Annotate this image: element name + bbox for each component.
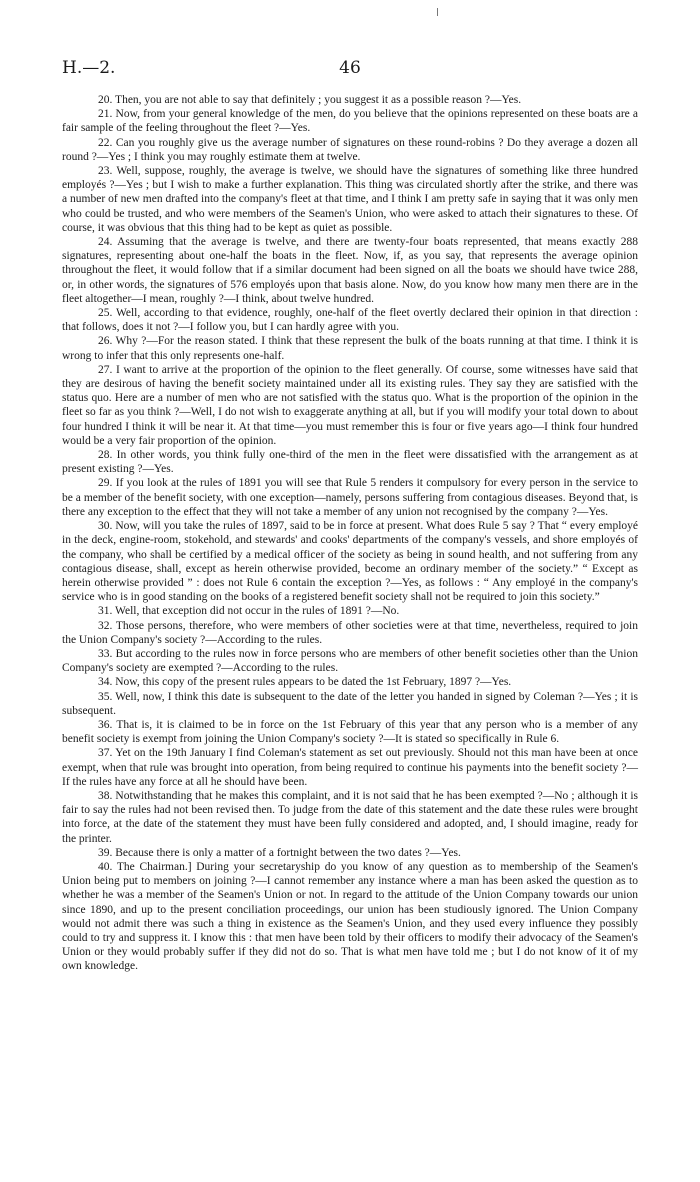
document-reference: H.—2. (62, 58, 116, 78)
paragraph-37: 37. Yet on the 19th January I find Coleman's statement as set out previously. Should not this man have been at once exempt, when that rule was brought into operation, from being required to continue his payments into the benefit society ?—If the rules have any force at all he should have been. (62, 747, 638, 788)
paragraph-39: 39. Because there is only a matter of a fortnight between the two dates ?—Yes. (98, 846, 461, 859)
paragraph-32: 32. Those persons, therefore, who were members of other societies were at that time, nevertheless, required to join the Union Company's society ?—According to the rules. (62, 619, 638, 646)
paragraph-25: 25. Well, according to that evidence, roughly, one-half of the fleet overtly declared their opinion in that direction : that follows, does it not ?—I follow you, but I can hardly agree with you. (62, 307, 638, 334)
paragraph-30: 30. Now, will you take the rules of 1897, said to be in force at present. What does Rule 5 say ? That “ every employé in the deck, engine-room, stokehold, and stewards' and cooks' departments of the company's vessels, and shore employés of the company, who shall be certified by a medical officer of the society as being in sound health, and not suffering from any contagious disease, shall, except as herein otherwise provided, become an ordinary member of the society.” “ Except as herein otherwise provided ” : does not Rule 6 contain the exception ?—Yes, as follows : “ Any employé in the company's service who is in good standing on the books of a registered benefit society shall not be required to join this society.” (62, 520, 638, 604)
paragraph-28: 28. In other words, you think fully one-third of the men in the fleet were dissatisfied with the arrangement as at present existing ?—Yes. (62, 449, 638, 476)
paragraph-36: 36. That is, it is claimed to be in force on the 1st February of this year that any person who is a member of any benefit society is exempt from joining the Union Company's society ?—It is stated so specifically in Rule 6. (62, 718, 638, 746)
paragraph-35: 35. Well, now, I think this date is subsequent to the date of the letter you handed in signed by Coleman ?—Yes ; it is subsequent. (62, 690, 638, 717)
paragraph-24: 24. Assuming that the average is twelve, and there are twenty-four boats represented, that means exactly 288 signatures, representing about one-half the boats in the fleet. Now, if, as you say, that represents the average opinion throughout the fleet, it would follow that if a similar document had been signed on all the boats we should have twice 288, or, in other words, the signatures of 576 employés upon that basis alone. Now, do you know how many men there are in the fleet altogether—I mean, roughly ?—I think, about twelve hundred. (62, 236, 638, 305)
paragraph-29: 29. If you look at the rules of 1891 you will see that Rule 5 renders it compulsory for every person in the service to be a member of the benefit society, with one exception—namely, persons suffering from contagious diseases. Beyond that, is there any exception to the effect that they will not take a member of any union not recognised by the company ?—Yes. (62, 477, 638, 518)
page-number: 46 (339, 58, 361, 78)
paragraph-21: 21. Now, from your general knowledge of the men, do you believe that the opinions represented on these boats are a fair sample of the feeling throughout the fleet ?—Yes. (62, 108, 638, 135)
paragraph-38: 38. Notwithstanding that he makes this complaint, and it is not said that he has been exempted ?—No ; although it is fair to say the rules had not been revised then. To judge from the date of this statement and the date these rules were brought into force, at the date of the statement they must have been fully considered and adopted, and, I should imagine, ready for the printer. (62, 789, 638, 845)
paragraph-34: 34. Now, this copy of the present rules appears to be dated the 1st February, 1897 ?—Yes. (98, 676, 512, 689)
paragraph-40: 40. The Chairman.] During your secretaryship do you know of any question as to membership of the Seamen's Union being put to members on joining ?—I cannot remember any instance where a man has been asked the question as to whether he was a member of the Seamen's Union or not. In regard to the attitude of the Union Company towards our union since 1890, and up to the present conciliation proceedings, our union has been studiously ignored. The Union Company would not admit there was such a thing in existence as the Seamen's Union, and they used every influence they possibly could to try and suppress it. I know this : that men have been told by their officers to modify their advocacy of the Seamen's Union or they would probably suffer if they did not do so. That is what men have told me ; but I do not know of it of my own knowledge. (62, 860, 638, 973)
paragraph-22: 22. Can you roughly give us the average number of signatures on these round-robins ? Do they average a dozen all round ?—Yes ; I think you may roughly estimate them at twelve. (62, 136, 638, 163)
paragraph-27: 27. I want to arrive at the proportion of the opinion to the fleet generally. Of course, some witnesses have said that they are desirous of having the benefit society maintained under all its existing rules. They say they are satisfied with the status quo. Here are a number of men who are not satisfied with the status quo. What is the proportion of the opinion in the fleet so far as you think ?—Well, I do not wish to exaggerate anything at all, but if you will modify your total down to about four hundred I think it will be near it. At that time—you must remember this is four or five years ago—I think four hundred would be a very fair proportion of the opinion. (62, 363, 638, 447)
paragraph-33: 33. But according to the rules now in force persons who are members of other benefit societies other than the Union Company's society are exempted ?—According to the rules. (62, 647, 638, 675)
paragraph-31: 31. Well, that exception did not occur in the rules of 1891 ?—No. (98, 605, 400, 618)
paragraph-26: 26. Why ?—For the reason stated. I think that these represent the bulk of the boats running at that time. I think it is wrong to infer that this only represents one-half. (62, 335, 638, 362)
page-header (62, 58, 638, 82)
paragraph-23: 23. Well, suppose, roughly, the average is twelve, we should have the signatures of something like three hundred employés ?—Yes ; but I wish to make a further explanation. This thing was circulated shortly after the strike, and there was a number of new men drafted into the company's fleet at that time, and I think I am pretty safe in saying that it was only men who could be trusted, and who were members of the Seamen's Union, who were asked to attach their signatures to these. Of course, it was obvious that this thing had to be kept as quiet as possible. (62, 165, 638, 234)
scan-mark (437, 8, 438, 16)
paragraph-20: 20. Then, you are not able to say that definitely ; you suggest it as a possible reason ?—Yes. (98, 94, 522, 106)
page-body (62, 93, 638, 974)
